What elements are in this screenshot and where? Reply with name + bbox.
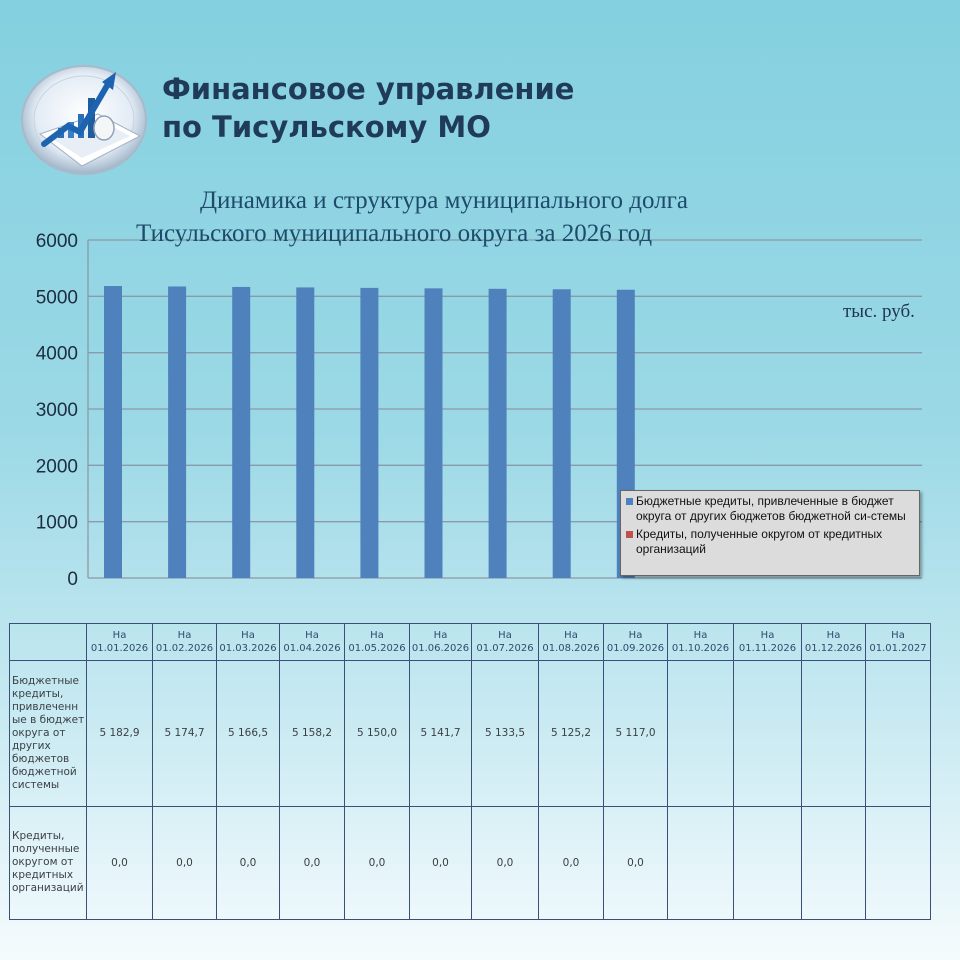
table-cell: 0,0 (280, 806, 345, 919)
table-cell (802, 661, 866, 807)
table-cell: 5 133,5 (472, 661, 539, 807)
y-tick-label: 1000 (35, 512, 78, 534)
table-cell (734, 661, 802, 807)
data-table (9, 623, 931, 920)
header-date: 01.01.2027 (869, 643, 927, 654)
header-date: 01.06.2026 (411, 643, 470, 654)
table-header-date (280, 624, 345, 661)
table-header-date (472, 624, 539, 661)
table-header-date (153, 624, 217, 661)
y-tick-label: 2000 (35, 456, 78, 478)
header-prefix: На (826, 630, 841, 641)
table-cell: 0,0 (472, 806, 539, 919)
header-date: 01.01.2026 (90, 643, 149, 654)
table-cell (734, 806, 802, 919)
header-prefix: На (305, 630, 319, 641)
y-tick-label: 5000 (35, 287, 78, 309)
header-date: 01.12.2026 (804, 643, 863, 654)
table-cell: 0,0 (87, 806, 153, 919)
table-header-date (345, 624, 410, 661)
legend-swatch-series2 (626, 531, 633, 538)
table-corner-cell (10, 624, 87, 661)
table-cell: 5 117,0 (604, 661, 668, 807)
unit-label: тыс. руб. (843, 301, 915, 322)
bar-budget-credits (296, 287, 314, 578)
bar-budget-credits (104, 286, 122, 578)
org-title (162, 70, 574, 146)
row-label: Кредиты, полученные округом от кредитных организаций (10, 806, 87, 919)
bar-budget-credits (168, 286, 186, 578)
org-title-line1: Финансовое управление (162, 72, 575, 106)
header-prefix: На (241, 630, 255, 641)
y-tick-label: 4000 (35, 343, 78, 365)
legend-label-series1: Бюджетные кредиты, привлеченные в бюджет округа от других бюджетов бюджетной си-стемы (636, 494, 906, 523)
table-header-date (87, 624, 153, 661)
table-cell: 0,0 (345, 806, 410, 919)
header-prefix: На (628, 630, 643, 641)
bar-budget-credits (232, 287, 250, 578)
table-cell (866, 806, 931, 919)
header-prefix: На (498, 630, 512, 641)
table-header-date (217, 624, 280, 661)
table-cell: 5 182,9 (87, 661, 153, 807)
table-cell: 0,0 (410, 806, 472, 919)
header-date: 01.10.2026 (671, 643, 730, 654)
header-date: 01.03.2026 (219, 643, 277, 654)
table-cell: 0,0 (217, 806, 280, 919)
table-cell: 0,0 (604, 806, 668, 919)
bar-budget-credits (425, 288, 443, 578)
table-header-row (10, 624, 931, 661)
table-cell (866, 661, 931, 807)
y-tick-label: 6000 (35, 231, 78, 252)
header-date: 01.02.2026 (155, 643, 214, 654)
table-header-date (802, 624, 866, 661)
table-header-date (604, 624, 668, 661)
header-date: 01.05.2026 (348, 643, 406, 654)
bar-budget-credits (553, 289, 571, 578)
chart-title-line1: Динамика и структура муниципального долга (200, 187, 688, 214)
header-prefix: На (693, 630, 708, 641)
table-row (10, 806, 931, 919)
header-date: 01.11.2026 (738, 643, 797, 654)
header-prefix: На (177, 630, 192, 641)
legend-label-series2: Кредиты, полученные округом от кредитных организаций (636, 527, 883, 556)
header-prefix: На (760, 630, 775, 641)
header-prefix: На (112, 630, 127, 641)
bar-budget-credits (360, 288, 378, 578)
org-title-line2: по Тисульскому МО (162, 110, 491, 144)
header-date: 01.09.2026 (606, 643, 665, 654)
table-cell: 5 125,2 (539, 661, 604, 807)
y-tick-label: 0 (67, 569, 78, 590)
legend-entry-budget-credits (625, 494, 915, 524)
y-tick-label: 3000 (35, 400, 78, 421)
table-header-date (410, 624, 472, 661)
table-row (10, 661, 931, 807)
table-cell (668, 661, 734, 807)
table-cell: 0,0 (539, 806, 604, 919)
bar-budget-credits (489, 289, 507, 578)
table-header-date (734, 624, 802, 661)
table-cell: 5 166,5 (217, 661, 280, 807)
table-cell: 5 150,0 (345, 661, 410, 807)
chart-title (80, 184, 870, 250)
table-cell (668, 806, 734, 919)
logo-image (18, 62, 148, 180)
header-prefix: На (891, 630, 905, 641)
legend-swatch-series1 (626, 498, 633, 505)
table-header-date (539, 624, 604, 661)
table-cell (802, 806, 866, 919)
header-prefix: На (370, 630, 384, 641)
header-prefix: На (564, 630, 578, 641)
header-prefix: На (433, 630, 448, 641)
row-label: Бюджетные кредиты, привлеченн ые в бюджет округа от других бюджетов бюджетной системы (10, 661, 87, 807)
table-cell: 5 174,7 (153, 661, 217, 807)
header-date: 01.08.2026 (542, 643, 600, 654)
chart-legend (620, 490, 920, 576)
table-header-date (866, 624, 931, 661)
legend-entry-bank-credits (625, 527, 915, 557)
header-date: 01.07.2026 (476, 643, 534, 654)
table-header-date (668, 624, 734, 661)
table-cell: 5 141,7 (410, 661, 472, 807)
header-date: 01.04.2026 (283, 643, 341, 654)
table-cell: 0,0 (153, 806, 217, 919)
chart-title-line2: Тисульского муниципального округа за 2026 год (136, 220, 653, 247)
table-cell: 5 158,2 (280, 661, 345, 807)
